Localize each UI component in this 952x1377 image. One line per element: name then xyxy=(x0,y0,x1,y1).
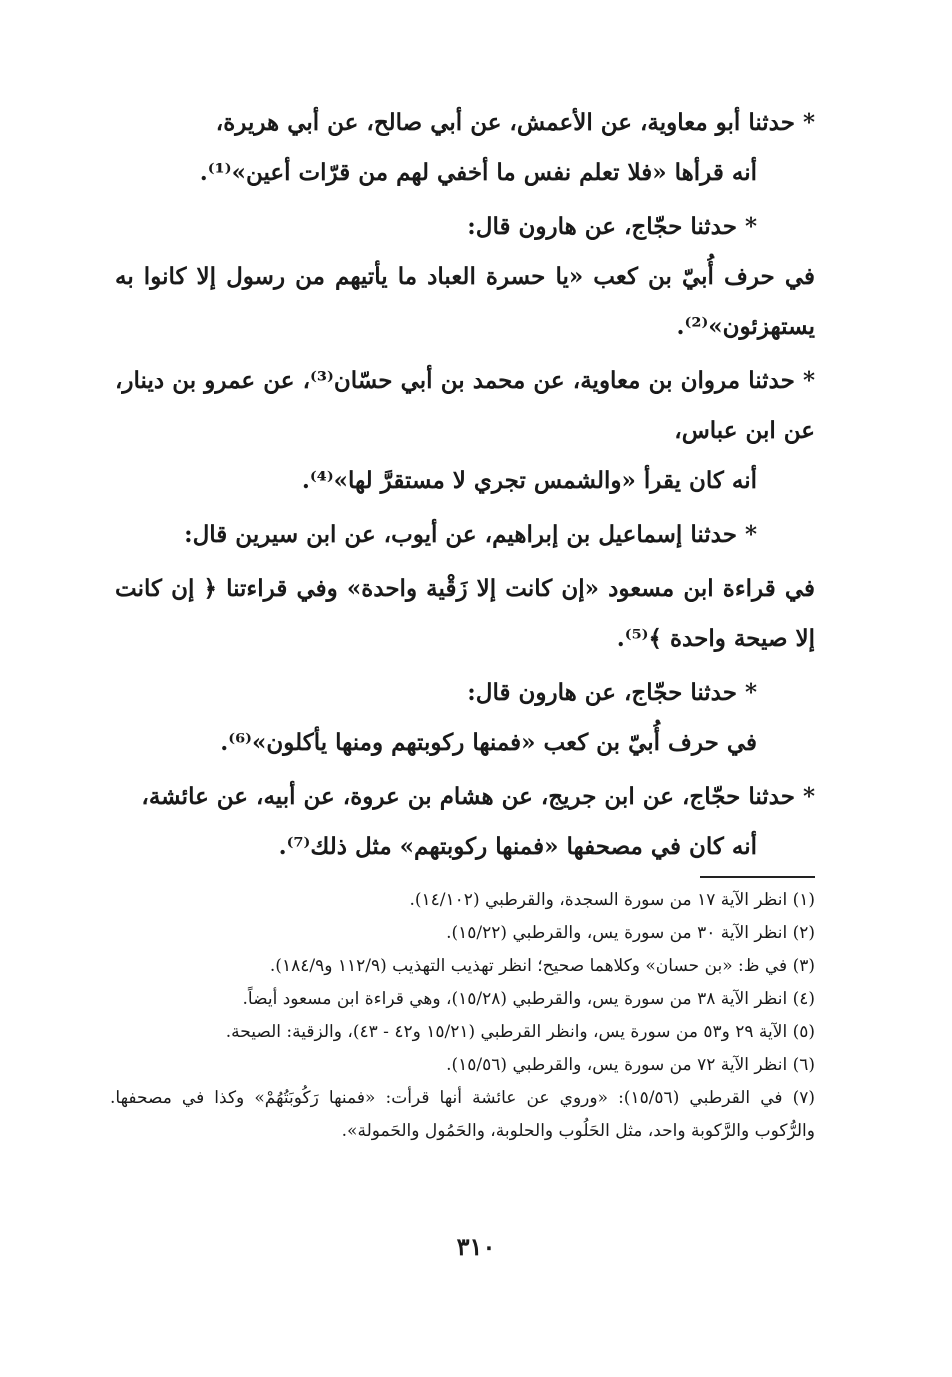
footnote-divider xyxy=(700,876,815,878)
footnote: (٥) الآية ٢٩ و٥٣ من سورة يس، وانظر القرطبي (١٥/٢١ و٤٢ - ٤٣)، والزقية: الصيحة. xyxy=(225,1022,815,1042)
hadith-line: * حدثنا حجّاج، عن هارون قال: xyxy=(467,679,757,706)
footnote: (٤) انظر الآية ٣٨ من سورة يس، والقرطبي (١٥/٢٨)، وهي قراءة ابن مسعود أيضاً. xyxy=(242,989,815,1009)
hadith-line: * حدثنا إسماعيل بن إبراهيم، عن أيوب، عن ابن سيرين قال: xyxy=(184,521,757,548)
hadith-line: أنه كان يقرأ «والشمس تجري لا مستقرَّ لها»⁽⁴⁾. xyxy=(301,467,757,494)
footnotes xyxy=(110,884,815,1148)
footnote: (٧) في القرطبي (١٥/٥٦): «وروي عن عائشة أنها قرأت: «فمنها رَكُوبَتُهُمْ» وكذا في مصحفها. والرُّكوب والرَّكوبة واحد، مثل الحَلُوب والحلوبة، والحَمُول والحَمولة». xyxy=(110,1088,815,1141)
page-number: ٣١٠ xyxy=(456,1232,496,1261)
hadith-line: أنه قرأها «فلا تعلم نفس ما أخفي لهم من قرّات أعين»⁽¹⁾. xyxy=(199,159,757,186)
main-text xyxy=(115,98,815,872)
footnote: (٣) في ظ: «بن حسان» وكلاهما صحيح؛ انظر تهذيب التهذيب (١١٢/٩ و١٨٤/٩). xyxy=(269,956,815,976)
hadith-line: * حدثنا حجّاج، عن هارون قال: xyxy=(467,213,757,240)
hadith-line: * حدثنا أبو معاوية، عن الأعمش، عن أبي صالح، عن أبي هريرة، xyxy=(215,109,815,136)
footnote: (٢) انظر الآية ٣٠ من سورة يس، والقرطبي (١٥/٢٢). xyxy=(446,923,815,943)
footnote: (٦) انظر الآية ٧٢ من سورة يس، والقرطبي (١٥/٥٦). xyxy=(446,1055,815,1075)
hadith-line: في حرف أُبيّ بن كعب «يا حسرة العباد ما يأتيهم من رسول إلا كانوا به يستهزئون»⁽²⁾. xyxy=(115,263,815,340)
hadith-line: * حدثنا مروان بن معاوية، عن محمد بن أبي حسّان⁽³⁾، عن عمرو بن دينار، عن ابن عباس، xyxy=(115,367,815,444)
hadith-line: أنه كان في مصحفها «فمنها ركوبتهم» مثل ذلك⁽⁷⁾. xyxy=(278,833,757,860)
hadith-line: في حرف أُبيّ بن كعب «فمنها ركوبتهم ومنها يأكلون»⁽⁶⁾. xyxy=(220,729,757,756)
hadith-line: في قراءة ابن مسعود «إن كانت إلا زَقْية واحدة» وفي قراءتنا ﴿ إن كانت إلا صيحة واحدة ﴾⁽⁵⁾. xyxy=(115,575,815,652)
hadith-line: * حدثنا حجّاج، عن ابن جريج، عن هشام بن عروة، عن أبيه، عن عائشة، xyxy=(141,783,815,810)
footnote: (١) انظر الآية ١٧ من سورة السجدة، والقرطبي (١٤/١٠٢). xyxy=(409,890,815,910)
